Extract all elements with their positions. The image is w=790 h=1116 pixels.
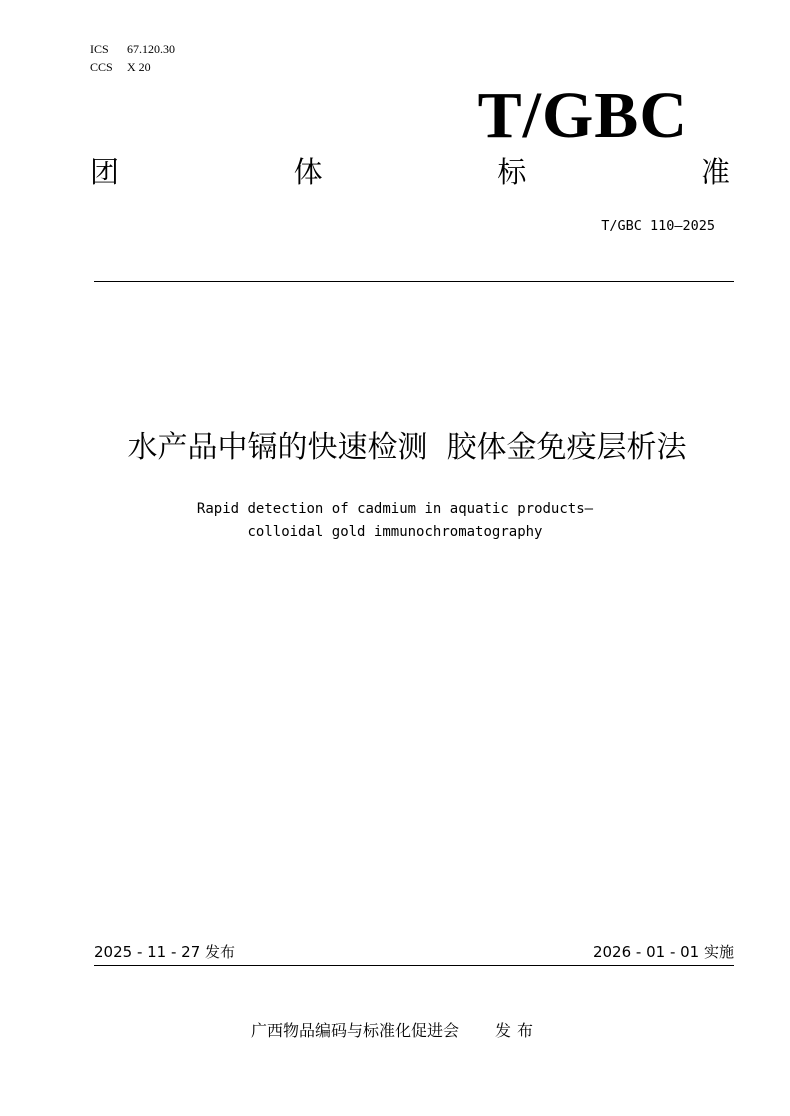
ccs-code	[90, 58, 175, 76]
issuer-verb: 发布	[495, 1021, 540, 1040]
ccs-label: CCS	[90, 60, 113, 74]
ccs-value: X 20	[127, 60, 151, 74]
implementation-date-label: 实施	[703, 943, 734, 961]
standard-type-heading	[90, 154, 730, 190]
title-chinese: 水产品中镉的快速检测 胶体金免疫层析法	[127, 430, 687, 465]
issue-date-value: 2025 - 11 - 27	[94, 943, 206, 961]
organization-code-logo: T/GBC	[477, 79, 688, 152]
title-english-line: Rapid detection of cadmium in aquatic products—	[196, 501, 594, 517]
ics-label: ICS	[90, 42, 109, 56]
standard-type-char: 标	[497, 155, 527, 189]
title-english-line: colloidal gold immunochromatography	[247, 524, 543, 540]
implementation-date	[593, 942, 734, 962]
bottom-divider	[94, 965, 734, 966]
standard-type-char: 体	[293, 155, 323, 189]
issue-date	[94, 942, 235, 962]
standard-type-char: 团	[90, 155, 120, 189]
classification-codes	[90, 40, 175, 76]
ics-code	[90, 40, 175, 58]
issuer-name: 广西物品编码与标准化促进会	[250, 1021, 459, 1040]
issuing-organization	[0, 1020, 790, 1042]
standard-number: T/GBC 110—2025	[601, 218, 715, 234]
top-divider	[94, 281, 734, 282]
standard-type-char: 准	[700, 155, 730, 189]
implementation-date-value: 2026 - 01 - 01	[592, 943, 704, 961]
ics-value: 67.120.30	[127, 42, 175, 56]
title-english	[0, 498, 790, 544]
issue-date-label: 发布	[205, 943, 236, 961]
